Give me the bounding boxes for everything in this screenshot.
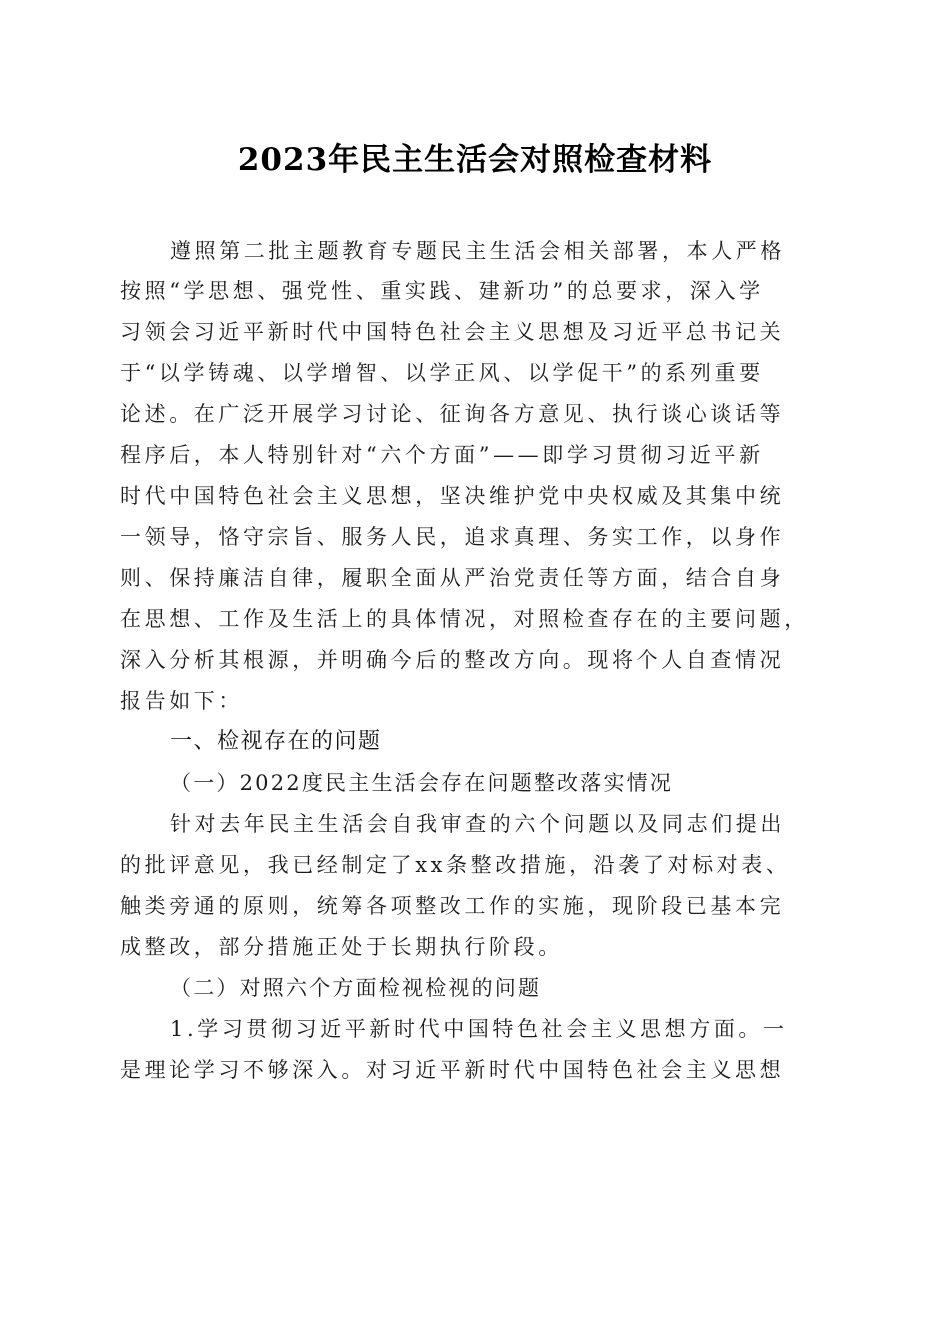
intro-line: 遵照第二批主题教育专题民主生活会相关部署，本人严格 <box>170 239 785 263</box>
paragraph-line: 触类旁通的原则，统筹各项整改工作的实施，现阶段已基本完 <box>120 894 785 918</box>
subsection-heading: （一）2022度民主生活会存在问题整改落实情况 <box>170 771 674 795</box>
intro-line: 程序后，本人特别针对“六个方面”——即学习贯彻习近平新 <box>120 443 764 467</box>
intro-line: 于“以学铸魂、以学增智、以学正风、以学促干”的系列重要 <box>120 361 764 385</box>
paragraph-line: 的批评意见，我已经制定了xx条整改措施，沿袭了对标对表、 <box>120 853 791 877</box>
paragraph-line: 成整改，部分措施正处于长期执行阶段。 <box>120 935 563 959</box>
subsection-heading: （二）对照六个方面检视检视的问题 <box>170 976 542 1000</box>
intro-line: 报告如下： <box>120 689 243 713</box>
intro-line: 时代中国特色社会主义思想，坚决维护党中央权威及其集中统 <box>120 484 785 508</box>
paragraph-line: 1.学习贯彻习近平新时代中国特色社会主义思想方面。一 <box>170 1017 788 1041</box>
intro-line: 在思想、工作及生活上的具体情况，对照检查存在的主要问题， <box>120 607 809 631</box>
document-title: 2023年民主生活会对照检查材料 <box>237 142 713 178</box>
intro-line: 按照“学思想、强党性、重实践、建新功”的总要求，深入学 <box>120 279 764 303</box>
intro-line: 则、保持廉洁自律，履职全面从严治党责任等方面，结合自身 <box>120 566 785 590</box>
intro-line: 习领会习近平新时代中国特色社会主义思想及习近平总书记关 <box>120 320 785 344</box>
section-heading: 一、检视存在的问题 <box>170 729 382 754</box>
intro-line: 论述。在广泛开展学习讨论、征询各方意见、执行谈心谈话等 <box>120 402 785 426</box>
paragraph-line: 是理论学习不够深入。对习近平新时代中国特色社会主义思想 <box>120 1058 785 1082</box>
paragraph-line: 针对去年民主生活会自我审查的六个问题以及同志们提出 <box>170 812 785 836</box>
intro-line: 一领导，恪守宗旨、服务人民，追求真理、务实工作，以身作 <box>120 525 785 549</box>
intro-line: 深入分析其根源，并明确今后的整改方向。现将个人自查情况 <box>120 648 785 672</box>
